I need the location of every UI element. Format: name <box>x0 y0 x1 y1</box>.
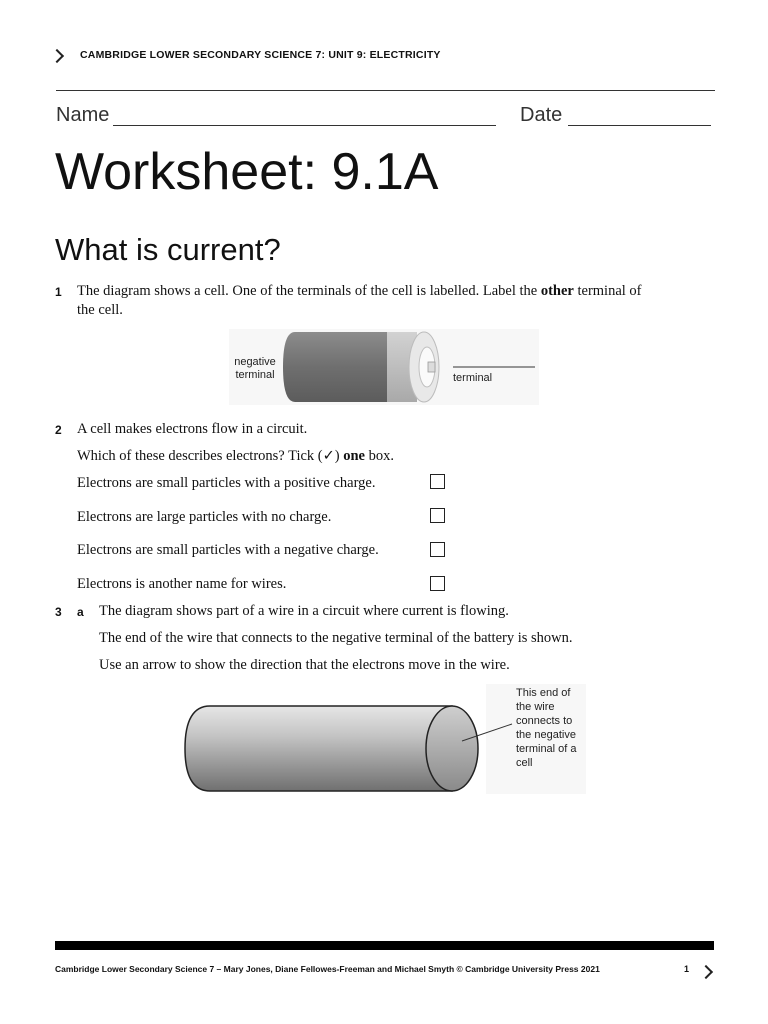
option-label: Electrons is another name for wires. <box>77 576 287 592</box>
option-label: Electrons are large particles with no charge. <box>77 509 332 525</box>
negative-label-line2: terminal <box>235 369 275 381</box>
header-divider <box>56 90 715 91</box>
next-page-chevron-icon[interactable] <box>699 965 713 979</box>
worksheet-title: Worksheet: 9.1A <box>55 143 439 201</box>
cell-diagram <box>229 329 539 405</box>
option-label: Electrons are small particles with a positive charge. <box>77 475 376 491</box>
q2-intro: A cell makes electrons flow in a circuit. <box>77 421 308 437</box>
q2-prompt <box>77 447 394 466</box>
q2-prompt-a: Which of these describes electrons? Tick (✓) <box>77 448 344 464</box>
callout-line: the negative <box>516 729 576 741</box>
option-checkbox[interactable] <box>430 508 445 523</box>
question-1-text <box>77 282 697 301</box>
question-number: 1 <box>55 285 62 299</box>
terminal-label: terminal <box>453 372 493 384</box>
chevron-right-icon <box>50 49 64 63</box>
option-checkbox[interactable] <box>430 542 445 557</box>
option-label: Electrons are small particles with a negative charge. <box>77 542 379 558</box>
q1-text-c: the cell. <box>77 302 123 318</box>
option-checkbox[interactable] <box>430 576 445 591</box>
q2-prompt-bold: one <box>343 448 365 464</box>
q3-line2: The end of the wire that connects to the negative terminal of the battery is shown. <box>99 630 573 646</box>
footer-bar <box>55 941 714 950</box>
option-checkbox[interactable] <box>430 474 445 489</box>
wire-diagram[interactable] <box>180 684 586 794</box>
callout-line: This end of <box>516 687 571 699</box>
question-part: a <box>77 605 84 619</box>
callout-line: the wire <box>516 701 555 713</box>
callout-line: terminal of a <box>516 743 577 755</box>
running-header: CAMBRIDGE LOWER SECONDARY SCIENCE 7: UNIT 9: ELECTRICITY <box>80 49 441 61</box>
q3-line1: The diagram shows part of a wire in a circuit where current is flowing. <box>99 603 509 619</box>
negative-label-line1: negative <box>234 356 276 368</box>
q3-line3: Use an arrow to show the direction that the electrons move in the wire. <box>99 657 510 673</box>
question-number: 3 <box>55 605 62 619</box>
footer-credit: Cambridge Lower Secondary Science 7 – Mary Jones, Diane Fellowes-Freeman and Michael Smyth © Cambridge University Press 2021 <box>55 964 600 974</box>
q2-prompt-b: box. <box>364 448 394 464</box>
name-field-line[interactable] <box>113 125 496 126</box>
name-label: Name <box>56 104 110 126</box>
q1-text-b: terminal of <box>573 283 642 299</box>
date-label: Date <box>520 104 563 126</box>
worksheet-subtitle: What is current? <box>55 232 281 267</box>
callout-line: connects to <box>516 715 573 727</box>
question-number: 2 <box>55 423 62 437</box>
callout-line: cell <box>516 757 533 769</box>
cell-illustration <box>229 329 539 405</box>
date-field-line[interactable] <box>568 125 711 126</box>
page-number: 1 <box>684 964 690 974</box>
q1-text-a: The diagram shows a cell. One of the terminals of the cell is labelled. Label the <box>77 283 541 299</box>
wire-illustration <box>180 684 586 794</box>
q1-text-bold: other <box>540 283 574 299</box>
